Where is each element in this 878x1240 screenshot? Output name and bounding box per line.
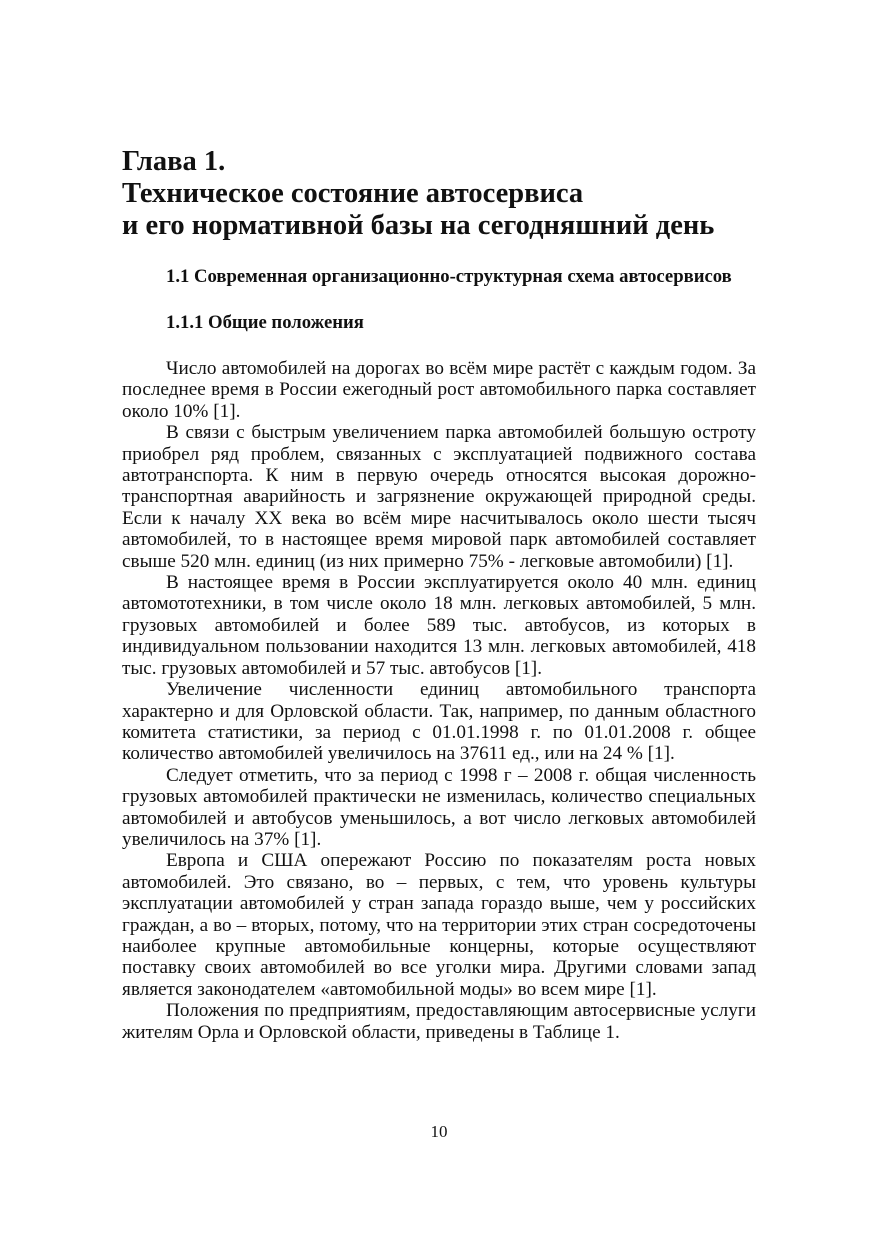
chapter-title-line-1: Глава 1. [122,146,226,177]
page-number: 10 [430,1122,448,1141]
section-heading: 1.1 Современная организационно-структурная схема автосервисов [166,266,732,287]
paragraph: Увеличение численности единиц автомобильного транспорта характерно и для Орловской области. Так, например, по данным областного комитета статистики, за период с 01.01.1998 г. по 01.01.2008 г. общее количество автомобилей увеличилось на 37611 ед., или на 24 % [1]. [122,679,756,765]
chapter-title-line-3: и его нормативной базы на сегодняшний день [122,210,715,241]
paragraph: Следует отметить, что за период с 1998 г – 2008 г. общая численность грузовых автомобилей практически не изменилась, количество специальных автомобилей и автобусов уменьшилось, а вот число легковых автомобилей увеличилось на 37% [1]. [122,764,756,850]
paragraph: Европа и США опережают Россию по показателям роста новых автомобилей. Это связано, во – первых, с тем, что уровень культуры эксплуатации автомобилей у стран запада гораздо выше, чем у российских граждан, а во – вторых, потому, что на территории этих стран сосредоточены наиболее крупные автомобильные концерны, которые осуществляют поставку своих автомобилей во все уголки мира. Другими словами запад является законодателем «автомобильной моды» во всем мире [1]. [122,850,756,1000]
chapter-title-line-2: Техническое состояние автосервиса [122,178,584,209]
paragraph: Число автомобилей на дорогах во всём мире растёт с каждым годом. За последнее время в России ежегодный рост автомобильного парка составляет около 10% [1]. [122,358,756,422]
paragraph: Положения по предприятиям, предоставляющим автосервисные услуги жителям Орла и Орловской области, приведены в Таблице 1. [122,1000,756,1043]
paragraph: В настоящее время в России эксплуатируется около 40 млн. единиц автомототехники, в том числе около 18 млн. легковых автомобилей, 5 млн. грузовых автомобилей и более 589 тыс. автобусов, из которых в индивидуальном пользовании находится 13 млн. легковых автомобилей, 418 тыс. грузовых автомобилей и 57 тыс. автобусов [1]. [122,572,756,679]
paragraph: В связи с быстрым увеличением парка автомобилей большую остроту приобрел ряд проблем, связанных с эксплуатацией подвижного состава автотранспорта. К ним в первую очередь относятся высокая дорожно-транспортная аварийность и загрязнение окружающей природной среды. Если к началу XX века во всём мире насчитывалось около шести тысяч автомобилей, то в настоящее время мировой парк автомобилей составляет свыше 520 млн. единиц (из них примерно 75% - легковые автомобили) [1]. [122,422,756,572]
body-text [122,358,756,1043]
subsection-heading: 1.1.1 Общие положения [166,312,364,333]
document-page [122,146,756,1043]
chapter-title [122,146,756,242]
